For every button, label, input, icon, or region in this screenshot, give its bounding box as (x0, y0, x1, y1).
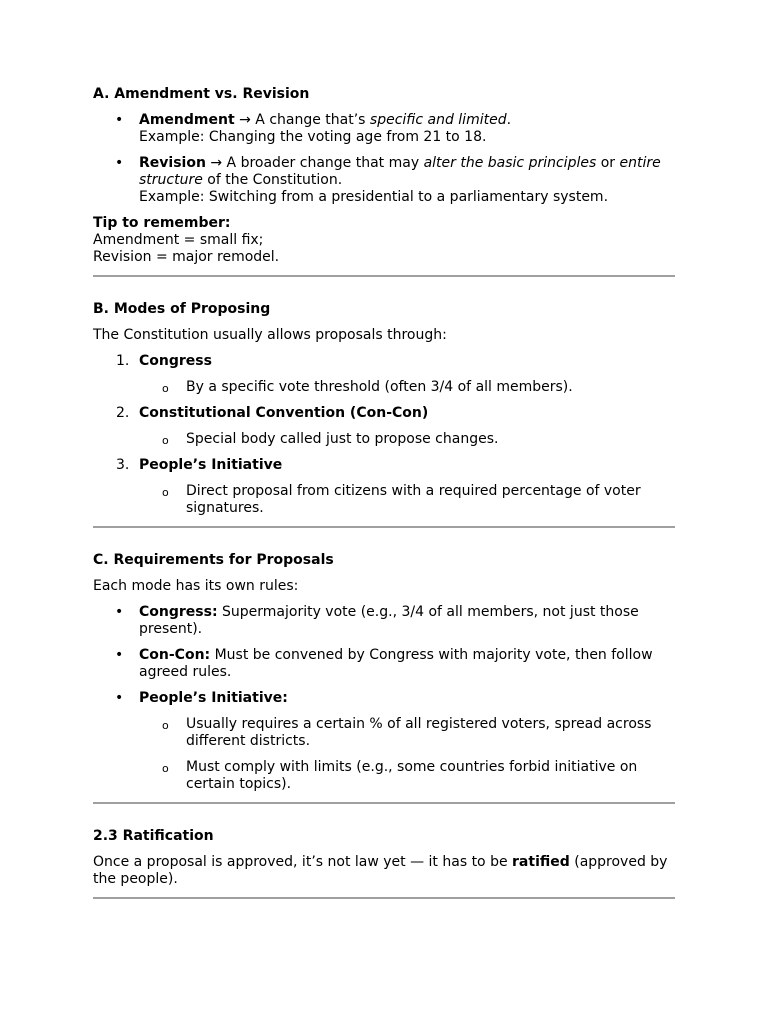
amendment-tail: . (506, 112, 512, 128)
modes-list (93, 353, 675, 517)
list-item-initiative-req (93, 690, 675, 793)
section-c-intro: Each mode has its own rules: (93, 578, 299, 594)
sub-item-text: Direct proposal from citizens with a required percentage of voter signatures. (186, 483, 641, 516)
bullet-icon: • (115, 604, 124, 620)
sub-bullet-icon: o (162, 486, 169, 499)
sub-bullet-icon: o (162, 434, 169, 447)
ratification-text-after: (approved by the people). (93, 854, 668, 887)
sub-bullet-icon: o (162, 719, 169, 732)
sub-list (139, 431, 675, 448)
tip-label: Tip to remember: (93, 215, 231, 231)
list-number: 2. (116, 405, 130, 421)
revision-emphasis-1: alter the basic principles (423, 155, 597, 171)
divider (93, 275, 675, 277)
term-amendment: Amendment (139, 112, 235, 128)
ratified-term: ratified (512, 854, 570, 870)
ratification-title: 2.3 Ratification (93, 828, 214, 844)
section-b-title: B. Modes of Proposing (93, 301, 271, 317)
mode-label: Constitutional Convention (Con-Con) (139, 405, 429, 421)
sub-item-text: By a specific vote threshold (often 3/4 of all members). (186, 379, 573, 395)
sub-item-text: Usually requires a certain % of all registered voters, spread across different districts. (186, 716, 652, 749)
divider (93, 897, 675, 899)
sub-list-item (139, 431, 675, 448)
sub-list-item (139, 379, 675, 396)
tip-line-2: Revision = major remodel. (93, 249, 280, 265)
amendment-emphasis: specific and limited (369, 112, 507, 128)
list-number: 3. (116, 457, 130, 473)
section-c-title: C. Requirements for Proposals (93, 552, 334, 568)
sub-list (139, 379, 675, 396)
list-number: 1. (116, 353, 130, 369)
tip-block (93, 215, 675, 266)
amendment-example: Example: Changing the voting age from 21 to 18. (139, 129, 487, 145)
req-label: Congress: (139, 604, 218, 620)
revision-definition: → A broader change that may (205, 155, 424, 171)
req-text: Must be convened by Congress with majority vote, then follow agreed rules. (139, 647, 653, 680)
mode-label: Congress (139, 353, 212, 369)
divider (93, 802, 675, 804)
sub-item-text: Must comply with limits (e.g., some countries forbid initiative on certain topics). (186, 759, 638, 792)
list-item-initiative (93, 457, 675, 517)
list-item-amendment (93, 112, 675, 146)
document-page (93, 86, 675, 923)
req-label: Con-Con: (139, 647, 211, 663)
revision-emphasis-2: entire structure (139, 155, 661, 188)
list-item-revision (93, 155, 675, 206)
sub-bullet-icon: o (162, 382, 169, 395)
revision-or: or (596, 155, 620, 171)
sub-bullet-icon: o (162, 762, 169, 775)
bullet-icon: • (115, 112, 124, 128)
sub-list (139, 483, 675, 517)
sub-list-item (139, 759, 675, 793)
list-item-con-con-req (93, 647, 675, 681)
sub-list-item (139, 483, 675, 517)
sub-list-item (139, 716, 675, 750)
ratification-text-before: Once a proposal is approved, it’s not law yet — it has to be (93, 854, 513, 870)
amendment-definition: → A change that’s (234, 112, 370, 128)
divider (93, 526, 675, 528)
term-revision: Revision (139, 155, 206, 171)
section-a-title: A. Amendment vs. Revision (93, 86, 310, 102)
tip-line-1: Amendment = small fix; (93, 232, 264, 248)
bullet-icon: • (115, 647, 124, 663)
bullet-icon: • (115, 155, 124, 171)
req-text: Supermajority vote (e.g., 3/4 of all members, not just those present). (139, 604, 639, 637)
ratification-text (93, 854, 675, 888)
requirements-list (93, 604, 675, 793)
sub-item-text: Special body called just to propose changes. (186, 431, 499, 447)
list-item-congress-req (93, 604, 675, 638)
list-item-congress (93, 353, 675, 396)
bullet-icon: • (115, 690, 124, 706)
req-label: People’s Initiative: (139, 690, 288, 706)
amendment-revision-list (93, 112, 675, 206)
revision-example: Example: Switching from a presidential to a parliamentary system. (139, 189, 609, 205)
revision-tail: of the Constitution. (202, 172, 343, 188)
sub-list (139, 716, 675, 793)
section-b-intro: The Constitution usually allows proposals through: (93, 327, 447, 343)
mode-label: People’s Initiative (139, 457, 283, 473)
list-item-con-con (93, 405, 675, 448)
